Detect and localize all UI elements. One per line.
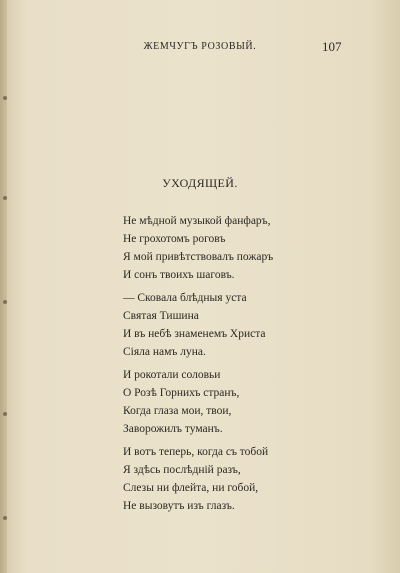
poem-line: Сіяла намъ луна. <box>123 346 206 358</box>
poem-line: О Розѣ Горнихъ странъ, <box>123 387 240 399</box>
poem-line: Когда глаза мои, твои, <box>123 405 232 417</box>
poem-title: УХОДЯЩЕЙ. <box>162 176 238 190</box>
poem-line: Не мѣдной музыкой фанфаръ, <box>123 215 271 227</box>
poem-line: И сонъ твоихъ шаговъ. <box>123 269 235 281</box>
binding-stitch <box>3 300 7 304</box>
page-number: 107 <box>322 39 342 54</box>
poem-line: Я мой привѣтствовалъ пожаръ <box>123 251 274 263</box>
running-header: ЖЕМЧУГЪ РОЗОВЫЙ. <box>143 41 257 52</box>
stanza-3 <box>123 366 373 438</box>
poem-line: Святая Тишина <box>123 310 199 322</box>
poem-line: И вотъ теперь, когда съ тобой <box>123 446 269 458</box>
binding-stitch <box>3 196 7 200</box>
poem-line: И рокотали соловьи <box>123 369 221 381</box>
poem-line: Не грохотомъ роговъ <box>123 233 226 245</box>
stanza-4 <box>123 443 373 515</box>
stanza-1 <box>123 212 373 284</box>
page-gutter <box>0 0 7 573</box>
poem-line: И въ небѣ знаменемъ Христа <box>123 328 266 340</box>
poem-line: Я здѣсь послѣдній разъ, <box>123 464 241 476</box>
poem-line: Не вызовутъ изъ глазъ. <box>123 500 235 512</box>
binding-stitch <box>3 412 7 416</box>
binding-stitch <box>3 96 7 100</box>
poem-line: Заворожилъ туманъ. <box>123 423 223 435</box>
binding-stitch <box>3 516 7 520</box>
poem-line: Слезы ни флейта, ни гобой, <box>123 482 259 494</box>
poem-line: — Сковала блѣдныя уста <box>123 292 247 304</box>
stanza-2 <box>123 289 373 361</box>
